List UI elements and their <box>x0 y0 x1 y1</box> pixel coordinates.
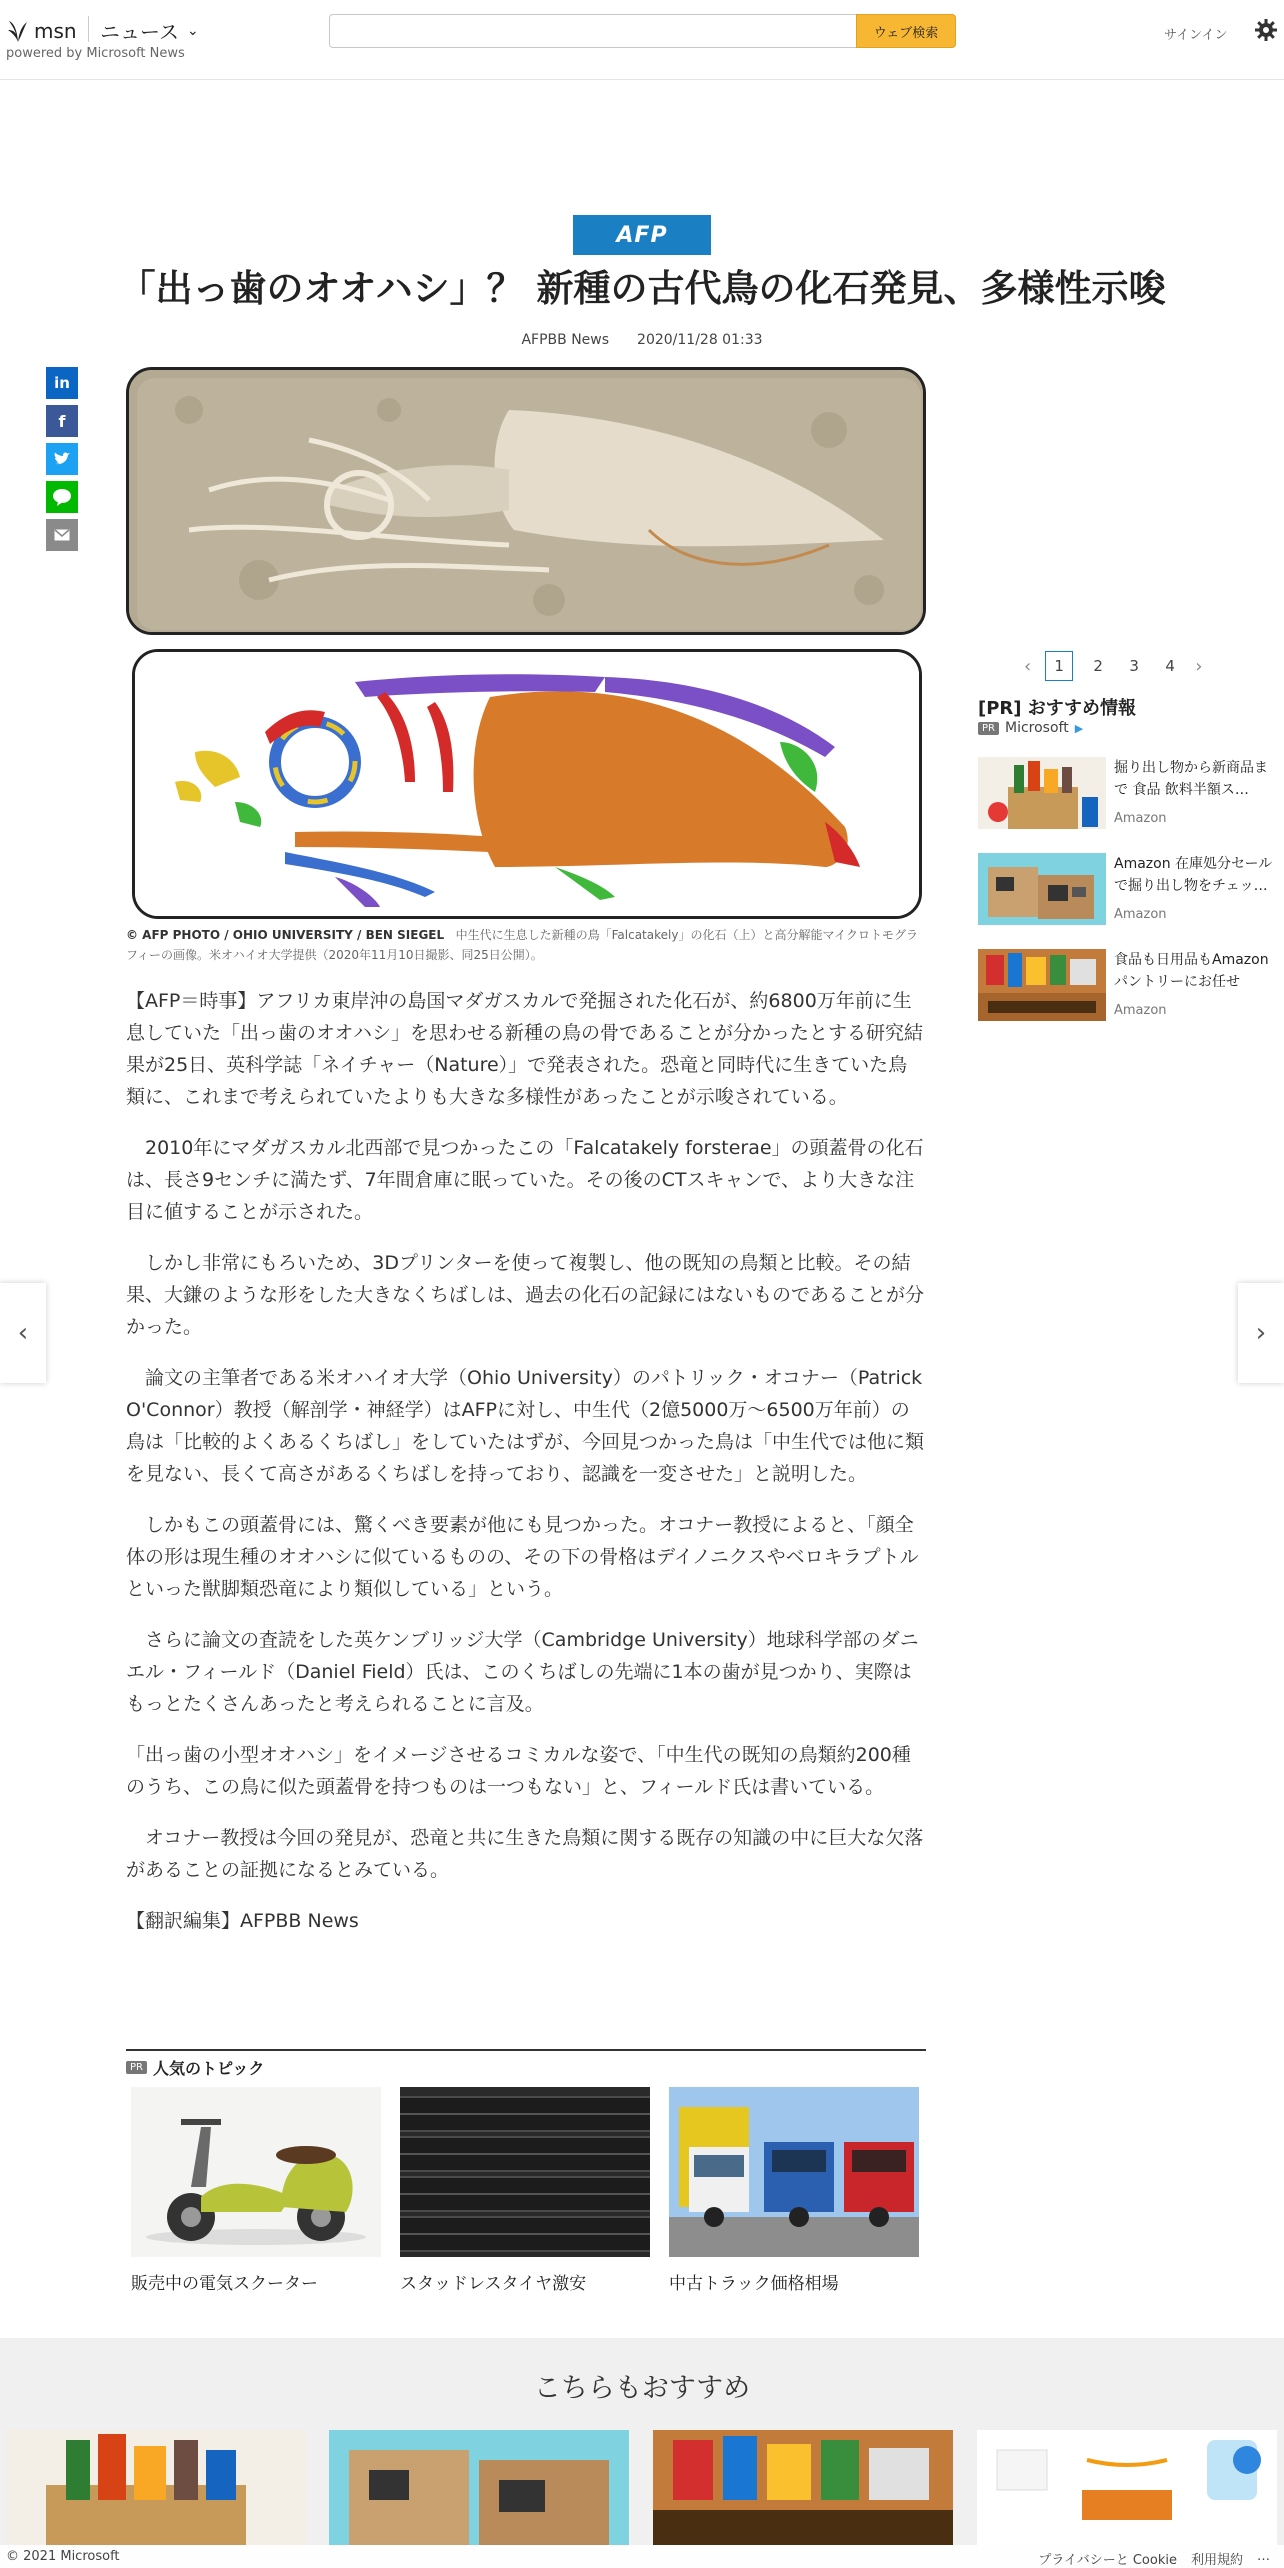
article-title: 「出っ歯のオオハシ」？ 新種の古代鳥の化石発見、多様性示唆 <box>118 267 1166 310</box>
msn-butterfly-icon <box>6 18 30 44</box>
share-facebook-button[interactable] <box>46 405 78 437</box>
share-twitter-button[interactable] <box>46 443 78 475</box>
afp-source-logo[interactable] <box>573 215 711 255</box>
article-paragraph: オコナー教授は今回の発見が、恐竜と共に生きた鳥類に関する既存の知識の中に巨大な欠落があることの証拠になるとみている。 <box>126 1827 924 1881</box>
privacy-link[interactable]: プライバシーと Cookie <box>1038 2553 1177 2568</box>
more-link[interactable]: … <box>1257 2549 1270 2564</box>
powered-by: powered by Microsoft News <box>6 46 185 61</box>
site-header <box>0 0 1284 80</box>
topic-card-tires[interactable] <box>400 2087 650 2294</box>
pantry-image <box>653 2430 953 2545</box>
article-paragraph: 「出っ歯の小型オオハシ」をイメージさせるコミカルな姿で、「中生代の既知の鳥類約200種のうち、この鳥に似た頭蓋骨を持つものは一つもない」と、フィールド氏は書いている。 <box>126 1744 911 1798</box>
share-line-button[interactable] <box>46 481 78 513</box>
trucks-image <box>669 2087 919 2257</box>
recommend-heading: [PR] おすすめ情報 <box>978 698 1136 719</box>
microtomography-image[interactable] <box>132 649 922 919</box>
topic-label: スタッドレスタイヤ激安 <box>400 2274 587 2294</box>
recommend-item[interactable] <box>978 853 1278 925</box>
topic-label: 中古トラック価格相場 <box>669 2274 839 2294</box>
boxes-image <box>329 2430 629 2545</box>
topic-card-scooter[interactable] <box>131 2087 381 2294</box>
facebook-icon: f <box>58 411 66 431</box>
logo-text: msn <box>34 19 77 43</box>
recommend-item-source: Amazon <box>1114 907 1167 922</box>
byline <box>0 332 1284 348</box>
mail-icon <box>54 529 70 541</box>
article-paragraph: 【AFP＝時事】アフリカ東岸沖の島国マダガスカルで発掘された化石が、約6800万年前に生息していた「出っ歯のオオハシ」を思わせる新種の鳥の骨であることが分かったとする研究結果が25日、英科学誌「ネイチャー（Nature）」で発表された。恐竜と同時代に生きていた鳥類に、これまで考えられていたよりも大きな多様性があったことが示唆されている。 <box>126 990 924 1108</box>
topic-label: 販売中の電気スクーター <box>131 2274 318 2294</box>
search-input[interactable] <box>329 14 856 48</box>
also-card[interactable] <box>977 2430 1277 2545</box>
afp-logo-text: AFP <box>616 222 668 248</box>
footer-links <box>1038 2549 1270 2568</box>
line-icon <box>52 488 72 506</box>
chevron-left-icon: ‹ <box>17 1318 29 1348</box>
topics-header <box>126 2056 264 2079</box>
caption-credit: © AFP PHOTO / OHIO UNIVERSITY / BEN SIEGEL <box>126 928 445 942</box>
recommend-item-source: Amazon <box>1114 811 1167 826</box>
share-mail-button[interactable] <box>46 519 78 551</box>
also-card[interactable] <box>329 2430 629 2545</box>
share-linkedin-button[interactable] <box>46 367 78 399</box>
twitter-icon <box>53 451 71 467</box>
fossil-image <box>129 370 926 635</box>
pantry-thumbnail <box>978 949 1106 1021</box>
figure-caption <box>126 925 926 965</box>
recommend-item-title: 掘り出し物から新商品まで 食品 飲料半額ス… <box>1114 760 1268 798</box>
topic-card-trucks[interactable] <box>669 2087 919 2294</box>
linkedin-icon: in <box>54 374 70 392</box>
next-article-button[interactable] <box>1238 1283 1284 1383</box>
signin-link[interactable]: サインイン <box>1164 28 1228 43</box>
msn-logo[interactable] <box>6 18 77 44</box>
web-search-button[interactable]: ウェブ検索 <box>856 14 956 48</box>
article-paragraph: 論文の主筆者である米オハイオ大学（Ohio University）のパトリック・オコナー（Patrick O'Connor）教授（解剖学・神経学）はAFPに対し、中生代（2億5000万～6500万年前）の鳥は「比較的よくあるくちばし」をしていたはずが、今回見つかった鳥は「中生代では他に類を見ない、長くて高さがあるくちばしを持っており、認識を一変させた」と説明した。 <box>126 1367 925 1485</box>
article-paragraph: 2010年にマダガスカル北西部で見つかったこの「Falcatakely forsterae」の頭蓋骨の化石は、長さ9センチに満たず、7年間倉庫に眠っていた。その後のCTスキャンで、より大きな注目に値することが示された。 <box>126 1137 924 1223</box>
scooter-image <box>131 2087 381 2257</box>
recommend-pager <box>1024 651 1202 681</box>
article-date: 2020/11/28 01:33 <box>637 332 763 348</box>
article-paragraph: しかし非常にもろいため、3Dプリンターを使って複製し、他の既知の鳥類と比較。その結果、大鎌のような形をした大きなくちばしは、過去の化石の記録にはないものであることが分かった。 <box>126 1252 925 1338</box>
terms-link[interactable]: 利用規約 <box>1190 2553 1243 2568</box>
topics-divider <box>126 2049 926 2051</box>
recommend-item-title: 食品も日用品もAmazon パントリーにお任せ <box>1114 952 1269 990</box>
tires-image <box>400 2087 650 2257</box>
previous-article-button[interactable] <box>0 1283 46 1383</box>
pager-page-4[interactable]: 4 <box>1165 657 1175 675</box>
ct-scan-image <box>135 652 922 919</box>
article-paragraph: さらに論文の査読をした英ケンブリッジ大学（Cambridge University）地球科学部のダニエル・フィールド（Daniel Field）氏は、このくちばしの先端に1本の歯が見つかり、実際はもっとたくさんあったと考えられることに言及。 <box>126 1629 919 1715</box>
topics-heading: 人気のトピック <box>152 2059 265 2078</box>
pr-badge: PR <box>126 2061 147 2074</box>
boxes-thumbnail <box>978 853 1106 925</box>
gear-icon[interactable] <box>1254 18 1278 42</box>
page-footer <box>0 2545 1284 2568</box>
chevron-down-icon: ⌄ <box>187 22 199 39</box>
also-card[interactable] <box>6 2430 306 2545</box>
pager-page-1[interactable]: 1 <box>1045 651 1073 681</box>
fossil-photo[interactable] <box>126 367 926 635</box>
article-body <box>126 985 926 1956</box>
recommend-item[interactable] <box>978 757 1278 829</box>
copyright: © 2021 Microsoft <box>6 2549 120 2564</box>
chevron-right-icon: › <box>1255 1318 1267 1348</box>
caption-text: 中生代に生息した新種の鳥「Falcatakely」の化石（上）と高分解能マイクロトモグラフィーの画像。米オハイオ大学提供（2020年11月10日撮影、同25日公開）。 <box>126 928 918 962</box>
amazon-food-image <box>977 2430 1277 2545</box>
recommend-item-source: Amazon <box>1114 1003 1167 1018</box>
section-menu[interactable] <box>100 16 199 45</box>
pager-page-3[interactable]: 3 <box>1129 657 1139 675</box>
groceries-image <box>6 2430 306 2545</box>
recommend-sponsor[interactable] <box>978 720 1083 736</box>
recommend-item[interactable] <box>978 949 1278 1021</box>
section-label: ニュース <box>100 20 179 44</box>
chevron-left-icon[interactable]: ‹ <box>1024 655 1032 677</box>
article-paragraph: しかもこの頭蓋骨には、驚くべき要素が他にも見つかった。オコナー教授によると、「顔全体の形は現生種のオオハシに似ているものの、その下の骨格はデイノニクスやベロキラプトルといった獣脚類恐竜により類似している」という。 <box>126 1514 919 1600</box>
search-bar <box>329 14 956 48</box>
recommend-item-title: Amazon 在庫処分セールで掘り出し物をチェッ… <box>1114 856 1273 894</box>
pr-badge: PR <box>978 722 999 735</box>
article-source[interactable]: AFPBB News <box>521 332 610 348</box>
sponsor-name: Microsoft <box>1004 720 1069 736</box>
translation-credit: 【翻訳編集】AFPBB News <box>126 1910 359 1932</box>
logo-divider <box>88 16 89 42</box>
ad-choices-icon: ▶ <box>1074 721 1084 735</box>
chevron-right-icon[interactable]: › <box>1195 655 1203 677</box>
also-card[interactable] <box>653 2430 953 2545</box>
pager-page-2[interactable]: 2 <box>1093 657 1103 675</box>
also-recommended-title: こちらもおすすめ <box>533 2373 751 2404</box>
groceries-thumbnail <box>978 757 1106 829</box>
